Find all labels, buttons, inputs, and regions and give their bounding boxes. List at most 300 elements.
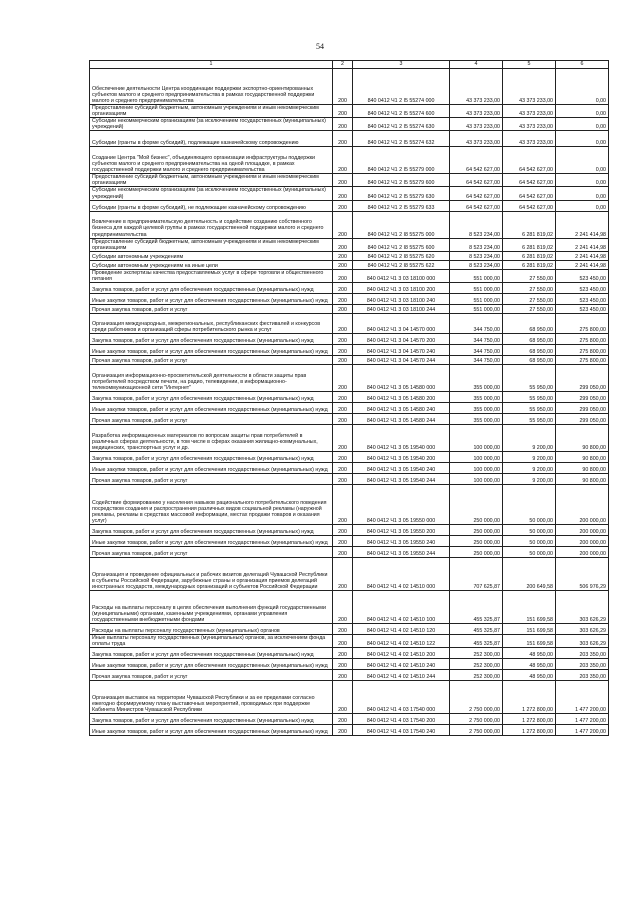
row-code-cell: 840 0412 Ч1 3 03 18100 200 (353, 282, 450, 293)
row-remaining-cell: 200 000,00 (556, 524, 609, 535)
row-executed-cell: 151 699,58 (503, 634, 556, 647)
row-ref-cell: 200 (333, 391, 353, 402)
row-code-cell: 840 0412 Ч1 4 02 14510 100 (353, 590, 450, 623)
row-executed-cell: 43 373 233,00 (503, 131, 556, 147)
row-remaining-cell: 0,00 (556, 187, 609, 200)
row-ref-cell: 200 (333, 251, 353, 260)
row-remaining-cell: 203 350,00 (556, 659, 609, 670)
row-ref-cell: 200 (333, 524, 353, 535)
row-executed-cell: 55 950,00 (503, 402, 556, 413)
row-name-cell: Иные выплаты персоналу государственных (муниципальных) органов, за исключением фонда оплаты труда (90, 634, 333, 647)
table-row (90, 293, 609, 304)
row-name-cell: Прочая закупка товаров, работ и услуг (90, 473, 333, 484)
row-approved-cell: 8 523 234,00 (450, 251, 503, 260)
row-name-cell: Иные закупки товаров, работ и услуг для обеспечения государственных (муниципальных) нужд (90, 344, 333, 355)
table-row (90, 364, 609, 391)
row-ref-cell: 200 (333, 69, 353, 105)
row-code-cell: 840 0412 Ч1 4 02 14510 240 (353, 659, 450, 670)
row-name-cell: Организация информационно-просветительской деятельности в области защиты прав потребителей посредством печати, на радио, телевидении, в информационно-телекоммуникационной сети "Интернет" (90, 364, 333, 391)
row-remaining-cell: 1 477 200,00 (556, 681, 609, 714)
row-executed-cell: 64 542 627,00 (503, 174, 556, 187)
row-approved-cell: 455 325,87 (450, 634, 503, 647)
row-remaining-cell: 0,00 (556, 200, 609, 211)
row-name-cell: Организация международных, межрегиональных, республиканских фестивалей и конкурсов среди работников и организаций сферы потребительского рынка и услуг (90, 313, 333, 333)
row-ref-cell: 200 (333, 546, 353, 557)
row-executed-cell: 68 950,00 (503, 344, 556, 355)
row-ref-cell: 200 (333, 131, 353, 147)
row-approved-cell: 355 000,00 (450, 402, 503, 413)
row-ref-cell: 200 (333, 200, 353, 211)
table-row (90, 313, 609, 333)
row-executed-cell: 50 000,00 (503, 484, 556, 524)
table-row (90, 333, 609, 344)
header-col-4: 4 (450, 61, 503, 69)
row-remaining-cell: 0,00 (556, 174, 609, 187)
row-approved-cell: 43 373 233,00 (450, 131, 503, 147)
row-approved-cell: 551 000,00 (450, 269, 503, 282)
row-remaining-cell: 523 450,00 (556, 304, 609, 313)
row-remaining-cell: 2 241 414,98 (556, 238, 609, 251)
row-ref-cell: 200 (333, 535, 353, 546)
row-remaining-cell: 523 450,00 (556, 293, 609, 304)
row-remaining-cell: 200 000,00 (556, 484, 609, 524)
table-row (90, 634, 609, 647)
row-code-cell: 840 0412 Ч1 3 05 19550 200 (353, 524, 450, 535)
row-name-cell: Иные закупки товаров, работ и услуг для обеспечения государственных (муниципальных) нужд (90, 462, 333, 473)
row-remaining-cell: 200 000,00 (556, 546, 609, 557)
row-ref-cell: 200 (333, 413, 353, 424)
row-ref-cell: 200 (333, 293, 353, 304)
row-name-cell: Иные закупки товаров, работ и услуг для обеспечения государственных (муниципальных) нужд (90, 402, 333, 413)
row-ref-cell: 200 (333, 304, 353, 313)
table-row (90, 714, 609, 725)
row-remaining-cell: 90 800,00 (556, 462, 609, 473)
row-executed-cell: 151 699,58 (503, 590, 556, 623)
row-approved-cell: 64 542 627,00 (450, 174, 503, 187)
row-ref-cell: 200 (333, 659, 353, 670)
row-executed-cell: 48 950,00 (503, 670, 556, 681)
row-approved-cell: 252 300,00 (450, 670, 503, 681)
row-name-cell: Иные закупки товаров, работ и услуг для обеспечения государственных (муниципальных) нужд (90, 293, 333, 304)
row-remaining-cell: 275 800,00 (556, 333, 609, 344)
row-ref-cell: 200 (333, 105, 353, 118)
table-row (90, 200, 609, 211)
row-ref-cell: 200 (333, 681, 353, 714)
row-name-cell: Расходы на выплаты персоналу в целях обеспечения выполнения функций государственными (муниципальными) органами, казенными учреждениями, органами управления государственными внебюджетными фондами (90, 590, 333, 623)
row-approved-cell: 8 523 234,00 (450, 260, 503, 269)
row-remaining-cell: 299 050,00 (556, 413, 609, 424)
row-code-cell: 840 0412 Ч1 4 02 14510 244 (353, 670, 450, 681)
row-approved-cell: 252 300,00 (450, 659, 503, 670)
row-executed-cell: 1 272 800,00 (503, 681, 556, 714)
row-code-cell: 840 0412 Ч1 3 05 19540 000 (353, 424, 450, 451)
row-executed-cell: 68 950,00 (503, 313, 556, 333)
row-approved-cell: 344 750,00 (450, 355, 503, 364)
row-remaining-cell: 0,00 (556, 105, 609, 118)
row-name-cell: Субсидии автономным учреждениям (90, 251, 333, 260)
row-executed-cell: 50 000,00 (503, 546, 556, 557)
row-name-cell: Закупка товаров, работ и услуг для обеспечения государственных (муниципальных) нужд (90, 524, 333, 535)
table-row (90, 451, 609, 462)
row-approved-cell: 64 542 627,00 (450, 187, 503, 200)
row-ref-cell: 200 (333, 282, 353, 293)
row-executed-cell: 1 272 800,00 (503, 725, 556, 736)
row-ref-cell: 200 (333, 333, 353, 344)
table-body (90, 69, 609, 736)
row-code-cell: 840 0412 Ч1 3 05 19550 244 (353, 546, 450, 557)
row-name-cell: Иные закупки товаров, работ и услуг для обеспечения государственных (муниципальных) нужд (90, 659, 333, 670)
row-approved-cell: 355 000,00 (450, 391, 503, 402)
row-ref-cell: 200 (333, 187, 353, 200)
row-ref-cell: 200 (333, 269, 353, 282)
row-approved-cell: 2 750 000,00 (450, 725, 503, 736)
row-executed-cell: 27 550,00 (503, 293, 556, 304)
table-row (90, 424, 609, 451)
row-ref-cell: 200 (333, 648, 353, 659)
row-name-cell: Закупка товаров, работ и услуг для обеспечения государственных (муниципальных) нужд (90, 648, 333, 659)
row-executed-cell: 68 950,00 (503, 333, 556, 344)
row-remaining-cell: 2 241 414,98 (556, 211, 609, 238)
row-ref-cell: 200 (333, 462, 353, 473)
row-name-cell: Прочая закупка товаров, работ и услуг (90, 304, 333, 313)
row-ref-cell: 200 (333, 670, 353, 681)
row-remaining-cell: 0,00 (556, 147, 609, 174)
row-name-cell: Предоставление субсидий бюджетным, автономным учреждениям и иным некоммерческим организациям (90, 238, 333, 251)
row-code-cell: 840 0412 Ч1 2 I5 55279 600 (353, 174, 450, 187)
row-approved-cell: 250 000,00 (450, 484, 503, 524)
row-name-cell: Проведение экспертизы качества предоставляемых услуг в сфере торговли и общественного питания (90, 269, 333, 282)
row-approved-cell: 344 750,00 (450, 344, 503, 355)
row-approved-cell: 2 750 000,00 (450, 681, 503, 714)
row-name-cell: Закупка товаров, работ и услуг для обеспечения государственных (муниципальных) нужд (90, 282, 333, 293)
row-name-cell: Создание Центра "Мой бизнес", объединяющего организации инфраструктуры поддержки субъектов малого и среднего предпринимательства на одной площадке, в рамках государственной поддержки малого и среднего предпринимательства (90, 147, 333, 174)
row-ref-cell: 200 (333, 174, 353, 187)
table-row (90, 282, 609, 293)
table-row (90, 659, 609, 670)
table-row (90, 238, 609, 251)
row-remaining-cell: 0,00 (556, 69, 609, 105)
row-code-cell: 840 0412 Ч1 3 05 14580 240 (353, 402, 450, 413)
row-executed-cell: 27 550,00 (503, 304, 556, 313)
row-remaining-cell: 203 350,00 (556, 648, 609, 659)
row-remaining-cell: 303 626,29 (556, 634, 609, 647)
row-ref-cell: 200 (333, 634, 353, 647)
row-remaining-cell: 303 626,29 (556, 590, 609, 623)
row-code-cell: 840 0412 Ч1 3 03 18100 000 (353, 269, 450, 282)
row-name-cell: Организация выставок на территории Чувашской Республики и за ее пределами согласно ежегодно формируемому плану выставочных мероприятий, проводимых при поддержке Кабинета Министров Чувашской Республики (90, 681, 333, 714)
row-approved-cell: 344 750,00 (450, 313, 503, 333)
row-name-cell: Субсидии некоммерческим организациям (за исключением государственных (муниципальных) учреждений) (90, 118, 333, 131)
row-code-cell: 840 0412 Ч1 4 02 14510 120 (353, 623, 450, 634)
row-approved-cell: 8 523 234,00 (450, 238, 503, 251)
row-code-cell: 840 0412 Ч1 2 I5 55274 630 (353, 118, 450, 131)
table-row (90, 131, 609, 147)
row-name-cell: Субсидии некоммерческим организациям (за исключением государственных (муниципальных) учреждений) (90, 187, 333, 200)
row-name-cell: Прочая закупка товаров, работ и услуг (90, 355, 333, 364)
table-row (90, 105, 609, 118)
table-row (90, 413, 609, 424)
row-ref-cell: 200 (333, 313, 353, 333)
row-ref-cell: 200 (333, 725, 353, 736)
row-approved-cell: 100 000,00 (450, 473, 503, 484)
table-row (90, 535, 609, 546)
table-row (90, 251, 609, 260)
row-name-cell: Закупка товаров, работ и услуг для обеспечения государственных (муниципальных) нужд (90, 333, 333, 344)
table-row (90, 623, 609, 634)
row-approved-cell: 8 523 234,00 (450, 211, 503, 238)
row-name-cell: Закупка товаров, работ и услуг для обеспечения государственных (муниципальных) нужд (90, 451, 333, 462)
row-ref-cell: 200 (333, 364, 353, 391)
table-row (90, 69, 609, 105)
row-code-cell: 840 0412 Ч1 2 I8 55275 620 (353, 251, 450, 260)
row-executed-cell: 9 200,00 (503, 424, 556, 451)
row-approved-cell: 43 373 233,00 (450, 118, 503, 131)
row-approved-cell: 100 000,00 (450, 451, 503, 462)
row-name-cell: Обеспечение деятельности Центра координации поддержки экспортно-ориентированных субъектов малого и среднего предпринимательства в рамках государственной поддержки малого и среднего предпринимательства (90, 69, 333, 105)
row-remaining-cell: 2 241 414,98 (556, 260, 609, 269)
row-approved-cell: 707 625,87 (450, 557, 503, 590)
table-row (90, 174, 609, 187)
table-row (90, 344, 609, 355)
row-name-cell: Содействие формированию у населения навыков рационального потребительского поведения посредством создания и распространения различных видов социальной рекламы (наружной рекламы, рекламы в средствах массовой информации, местах продажи товаров и оказания услуг) (90, 484, 333, 524)
header-row (90, 61, 609, 69)
row-code-cell: 840 0412 Ч1 2 I8 55275 622 (353, 260, 450, 269)
row-code-cell: 840 0412 Ч1 3 05 14580 000 (353, 364, 450, 391)
table-row (90, 211, 609, 238)
row-code-cell: 840 0412 Ч1 4 03 17540 240 (353, 725, 450, 736)
table-row (90, 187, 609, 200)
row-executed-cell: 55 950,00 (503, 364, 556, 391)
row-approved-cell: 250 000,00 (450, 546, 503, 557)
row-approved-cell: 43 373 233,00 (450, 105, 503, 118)
row-code-cell: 840 0412 Ч1 3 04 14570 244 (353, 355, 450, 364)
row-executed-cell: 43 373 233,00 (503, 69, 556, 105)
row-name-cell: Прочая закупка товаров, работ и услуг (90, 670, 333, 681)
row-code-cell: 840 0412 Ч1 3 05 14580 200 (353, 391, 450, 402)
table-row (90, 681, 609, 714)
row-code-cell: 840 0412 Ч1 3 05 19550 000 (353, 484, 450, 524)
row-ref-cell: 200 (333, 355, 353, 364)
table-row (90, 590, 609, 623)
row-executed-cell: 151 699,58 (503, 623, 556, 634)
row-executed-cell: 48 950,00 (503, 648, 556, 659)
row-executed-cell: 200 649,58 (503, 557, 556, 590)
row-name-cell: Иные закупки товаров, работ и услуг для обеспечения государственных (муниципальных) нужд (90, 535, 333, 546)
row-code-cell: 840 0412 Ч1 2 I8 55275 000 (353, 211, 450, 238)
row-approved-cell: 355 000,00 (450, 364, 503, 391)
row-executed-cell: 6 281 819,02 (503, 251, 556, 260)
table-row (90, 304, 609, 313)
row-approved-cell: 100 000,00 (450, 424, 503, 451)
row-executed-cell: 64 542 627,00 (503, 200, 556, 211)
row-approved-cell: 455 325,87 (450, 623, 503, 634)
row-approved-cell: 64 542 627,00 (450, 200, 503, 211)
row-name-cell: Предоставление субсидий бюджетным, автономным учреждениям и иным некоммерческим организациям (90, 105, 333, 118)
row-name-cell: Субсидии (гранты в форме субсидий), подлежащие казначейскому сопровождению (90, 131, 333, 147)
row-ref-cell: 200 (333, 623, 353, 634)
table-row (90, 648, 609, 659)
row-name-cell: Субсидии (гранты в форме субсидий), не подлежащие казначейскому сопровождению (90, 200, 333, 211)
row-remaining-cell: 303 626,29 (556, 623, 609, 634)
row-executed-cell: 68 950,00 (503, 355, 556, 364)
row-remaining-cell: 90 800,00 (556, 424, 609, 451)
budget-table (89, 60, 609, 736)
header-col-2: 2 (333, 61, 353, 69)
table-row (90, 484, 609, 524)
row-ref-cell: 200 (333, 402, 353, 413)
row-ref-cell: 200 (333, 484, 353, 524)
row-remaining-cell: 200 000,00 (556, 535, 609, 546)
row-executed-cell: 50 000,00 (503, 524, 556, 535)
table-row (90, 462, 609, 473)
row-code-cell: 840 0412 Ч1 2 I5 55274 632 (353, 131, 450, 147)
table-row (90, 118, 609, 131)
row-code-cell: 840 0412 Ч1 3 04 14570 000 (353, 313, 450, 333)
header-col-1: 1 (90, 61, 333, 69)
row-approved-cell: 355 000,00 (450, 413, 503, 424)
header-col-5: 5 (503, 61, 556, 69)
row-remaining-cell: 275 800,00 (556, 313, 609, 333)
row-ref-cell: 200 (333, 451, 353, 462)
table-row (90, 557, 609, 590)
row-ref-cell: 200 (333, 211, 353, 238)
row-remaining-cell: 90 800,00 (556, 451, 609, 462)
row-approved-cell: 100 000,00 (450, 462, 503, 473)
row-executed-cell: 9 200,00 (503, 451, 556, 462)
row-code-cell: 840 0412 Ч1 3 05 19540 240 (353, 462, 450, 473)
row-code-cell: 840 0412 Ч1 2 I5 55279 633 (353, 200, 450, 211)
row-code-cell: 840 0412 Ч1 2 I5 55274 000 (353, 69, 450, 105)
row-code-cell: 840 0412 Ч1 4 03 17540 000 (353, 681, 450, 714)
header-col-3: 3 (353, 61, 450, 69)
row-name-cell: Прочая закупка товаров, работ и услуг (90, 546, 333, 557)
row-name-cell: Иные закупки товаров, работ и услуг для обеспечения государственных (муниципальных) нужд (90, 725, 333, 736)
row-ref-cell: 200 (333, 424, 353, 451)
header-col-6: 6 (556, 61, 609, 69)
page-number: 54 (316, 42, 324, 51)
row-approved-cell: 551 000,00 (450, 293, 503, 304)
table-row (90, 670, 609, 681)
row-ref-cell: 200 (333, 590, 353, 623)
row-executed-cell: 55 950,00 (503, 413, 556, 424)
row-code-cell: 840 0412 Ч1 4 02 14510 200 (353, 648, 450, 659)
row-remaining-cell: 1 477 200,00 (556, 725, 609, 736)
row-remaining-cell: 275 800,00 (556, 344, 609, 355)
row-executed-cell: 43 373 233,00 (503, 118, 556, 131)
row-code-cell: 840 0412 Ч1 3 03 18100 240 (353, 293, 450, 304)
row-remaining-cell: 299 050,00 (556, 391, 609, 402)
row-executed-cell: 48 950,00 (503, 659, 556, 670)
table-row (90, 355, 609, 364)
row-ref-cell: 200 (333, 118, 353, 131)
table-row (90, 147, 609, 174)
row-code-cell: 840 0412 Ч1 2 I5 55279 000 (353, 147, 450, 174)
row-code-cell: 840 0412 Ч1 3 05 19550 240 (353, 535, 450, 546)
row-name-cell: Разработка информационных материалов по вопросам защиты прав потребителей в различных сферах деятельности, в том числе в сферах оказания жилищно-коммунальных, медицинских, транспортных услуг и др. (90, 424, 333, 451)
row-code-cell: 840 0412 Ч1 3 05 14580 244 (353, 413, 450, 424)
row-remaining-cell: 2 241 414,98 (556, 251, 609, 260)
row-code-cell: 840 0412 Ч1 4 03 17540 200 (353, 714, 450, 725)
row-code-cell: 840 0412 Ч1 3 03 18100 244 (353, 304, 450, 313)
row-executed-cell: 6 281 819,02 (503, 260, 556, 269)
row-code-cell: 840 0412 Ч1 2 I8 55275 600 (353, 238, 450, 251)
row-executed-cell: 27 550,00 (503, 269, 556, 282)
table-row (90, 524, 609, 535)
row-approved-cell: 344 750,00 (450, 333, 503, 344)
row-remaining-cell: 506 976,29 (556, 557, 609, 590)
row-ref-cell: 200 (333, 557, 353, 590)
row-executed-cell: 6 281 819,02 (503, 211, 556, 238)
row-remaining-cell: 0,00 (556, 118, 609, 131)
row-ref-cell: 200 (333, 473, 353, 484)
row-name-cell: Вовлечение в предпринимательскую деятельность и содействие созданию собственного бизнеса для каждой целевой группы в рамках государственной поддержки малого и среднего предпринимательства (90, 211, 333, 238)
row-approved-cell: 2 750 000,00 (450, 714, 503, 725)
row-executed-cell: 1 272 800,00 (503, 714, 556, 725)
row-ref-cell: 200 (333, 344, 353, 355)
table-row (90, 546, 609, 557)
row-name-cell: Организация и проведение официальных и рабочих визитов делегаций Чувашской Республики в субъекты Российской Федерации, зарубежные страны и организация приемов делегаций иностранных государств, международных организаций и субъектов Российской Федерации (90, 557, 333, 590)
row-remaining-cell: 1 477 200,00 (556, 714, 609, 725)
row-approved-cell: 250 000,00 (450, 524, 503, 535)
row-code-cell: 840 0412 Ч1 3 04 14570 200 (353, 333, 450, 344)
row-approved-cell: 43 373 233,00 (450, 69, 503, 105)
row-name-cell: Расходы на выплаты персоналу государственных (муниципальных) органов (90, 623, 333, 634)
row-executed-cell: 9 200,00 (503, 462, 556, 473)
row-remaining-cell: 299 050,00 (556, 402, 609, 413)
row-name-cell: Закупка товаров, работ и услуг для обеспечения государственных (муниципальных) нужд (90, 391, 333, 402)
row-code-cell: 840 0412 Ч1 3 05 19540 200 (353, 451, 450, 462)
row-name-cell: Закупка товаров, работ и услуг для обеспечения государственных (муниципальных) нужд (90, 714, 333, 725)
row-code-cell: 840 0412 Ч1 3 04 14570 240 (353, 344, 450, 355)
row-approved-cell: 551 000,00 (450, 282, 503, 293)
row-ref-cell: 200 (333, 260, 353, 269)
row-code-cell: 840 0412 Ч1 4 02 14510 000 (353, 557, 450, 590)
table-row (90, 402, 609, 413)
row-executed-cell: 6 281 819,02 (503, 238, 556, 251)
row-name-cell: Субсидии автономным учреждениям на иные цели (90, 260, 333, 269)
table-row (90, 391, 609, 402)
row-executed-cell: 55 950,00 (503, 391, 556, 402)
row-approved-cell: 455 325,87 (450, 590, 503, 623)
row-remaining-cell: 0,00 (556, 131, 609, 147)
row-ref-cell: 200 (333, 147, 353, 174)
row-remaining-cell: 90 800,00 (556, 473, 609, 484)
row-executed-cell: 64 542 627,00 (503, 187, 556, 200)
row-executed-cell: 27 550,00 (503, 282, 556, 293)
row-name-cell: Прочая закупка товаров, работ и услуг (90, 413, 333, 424)
row-approved-cell: 250 000,00 (450, 535, 503, 546)
row-ref-cell: 200 (333, 238, 353, 251)
row-ref-cell: 200 (333, 714, 353, 725)
table-row (90, 269, 609, 282)
row-code-cell: 840 0412 Ч1 2 I5 55274 600 (353, 105, 450, 118)
row-approved-cell: 252 300,00 (450, 648, 503, 659)
row-name-cell: Предоставление субсидий бюджетным, автономным учреждениям и иным некоммерческим организациям (90, 174, 333, 187)
table-row (90, 725, 609, 736)
row-remaining-cell: 523 450,00 (556, 282, 609, 293)
row-executed-cell: 9 200,00 (503, 473, 556, 484)
row-code-cell: 840 0412 Ч1 3 05 19540 244 (353, 473, 450, 484)
row-remaining-cell: 523 450,00 (556, 269, 609, 282)
row-remaining-cell: 299 050,00 (556, 364, 609, 391)
row-remaining-cell: 275 800,00 (556, 355, 609, 364)
row-executed-cell: 50 000,00 (503, 535, 556, 546)
table-row (90, 260, 609, 269)
row-executed-cell: 64 542 627,00 (503, 147, 556, 174)
row-code-cell: 840 0412 Ч1 4 02 14510 122 (353, 634, 450, 647)
row-approved-cell: 64 542 627,00 (450, 147, 503, 174)
row-code-cell: 840 0412 Ч1 2 I5 55279 630 (353, 187, 450, 200)
